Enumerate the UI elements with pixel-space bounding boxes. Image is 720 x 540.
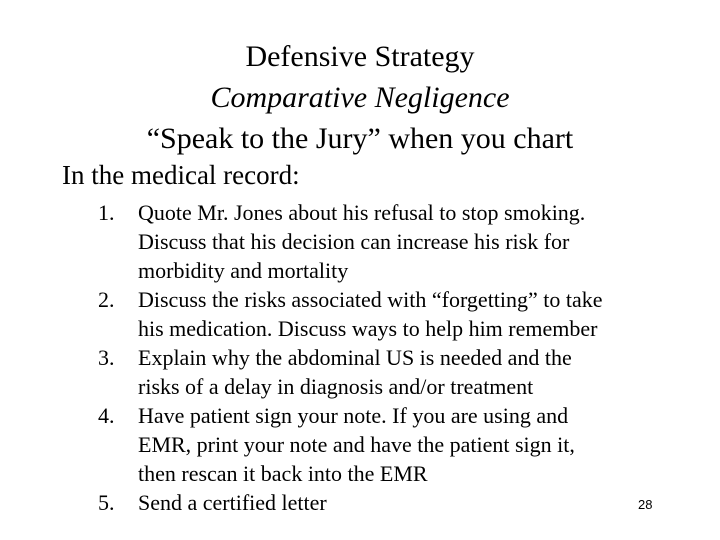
list-item-line: then rescan it back into the EMR bbox=[138, 461, 428, 486]
list-item bbox=[98, 198, 668, 285]
list-item-line: Discuss that his decision can increase his risk for bbox=[138, 229, 570, 254]
slide-title bbox=[0, 36, 720, 159]
list-item bbox=[98, 488, 668, 517]
intro-text: In the medical record: bbox=[62, 160, 300, 190]
list-item-number: 2. bbox=[98, 287, 115, 312]
list-item-number: 3. bbox=[98, 345, 115, 370]
list-item-line: Quote Mr. Jones about his refusal to stop smoking. bbox=[138, 200, 586, 225]
list-item-line: EMR, print your note and have the patient sign it, bbox=[138, 432, 575, 457]
title-line-main: Defensive Strategy bbox=[245, 40, 475, 73]
title-line-tagline: “Speak to the Jury” when you chart bbox=[146, 122, 574, 155]
list-item-text bbox=[138, 285, 668, 343]
list-item-text bbox=[138, 198, 668, 285]
list-item-line: Send a certified letter bbox=[138, 490, 327, 515]
numbered-list bbox=[98, 198, 668, 517]
list-item-line: his medication. Discuss ways to help him remember bbox=[138, 316, 598, 341]
title-line-subtitle: Comparative Negligence bbox=[210, 81, 510, 114]
list-item-number: 5. bbox=[98, 490, 115, 515]
list-item bbox=[98, 285, 668, 343]
page-number: 28 bbox=[638, 497, 653, 512]
list-item-line: Explain why the abdominal US is needed and the bbox=[138, 345, 572, 370]
list-item-line: Discuss the risks associated with “forgetting” to take bbox=[138, 287, 603, 312]
list-item-line: Have patient sign your note. If you are using and bbox=[138, 403, 569, 428]
list-item-number: 1. bbox=[98, 200, 115, 225]
list-item-line: morbidity and mortality bbox=[138, 258, 349, 283]
list-item-text bbox=[138, 343, 668, 401]
list-item bbox=[98, 343, 668, 401]
list-item-number: 4. bbox=[98, 403, 115, 428]
list-item bbox=[98, 401, 668, 488]
list-item-line: risks of a delay in diagnosis and/or treatment bbox=[138, 374, 534, 399]
list-item-text bbox=[138, 488, 668, 517]
list-item-text bbox=[138, 401, 668, 488]
